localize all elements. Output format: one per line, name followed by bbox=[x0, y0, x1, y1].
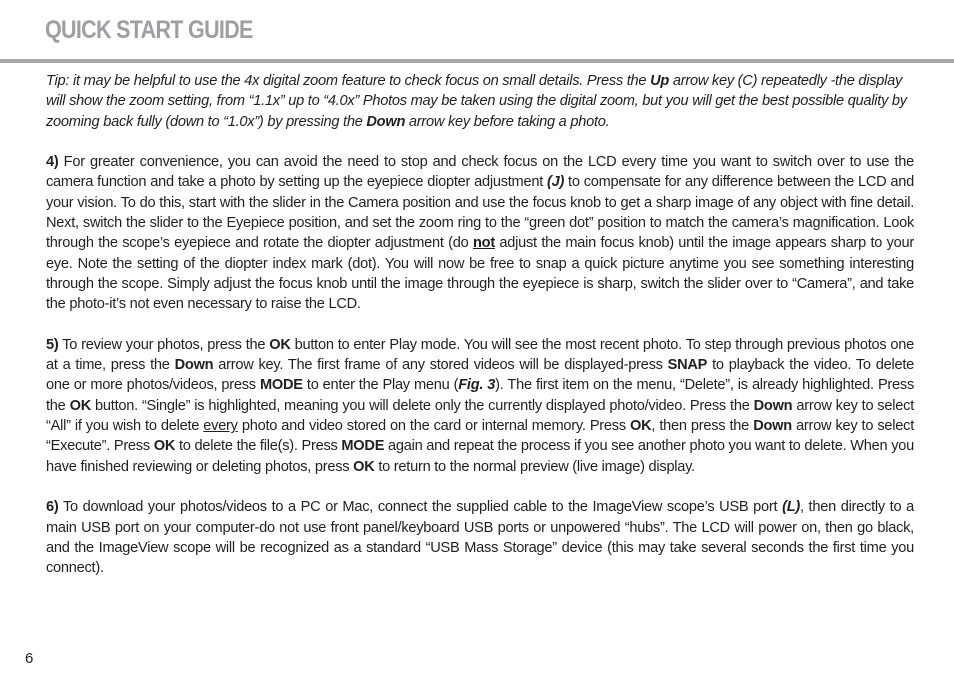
step-text: arrow key. The first frame of any stored videos will be displayed-press bbox=[213, 357, 668, 374]
ok-key-label: OK bbox=[630, 418, 652, 435]
header-divider bbox=[0, 59, 954, 63]
step-text: arrow key to select “Execute”. Press bbox=[46, 418, 915, 455]
tip-text: arrow key before taking a photo. bbox=[405, 113, 610, 130]
down-key-label: Down bbox=[753, 418, 792, 435]
tip-paragraph bbox=[46, 71, 914, 132]
step-text: arrow key to select “All” if you wish to delete bbox=[46, 397, 915, 435]
step-text: to compensate for any difference between the LCD and your vision. To do this, start with the slider in the Camera position and use the focus knob to get a sharp image of any object with fine detail. Next, switch the slider to the Eyepiece position, and set the zoom ring to the “green dot” position to match the camera’s magnification. Look through the scope’s eyepiece and rotate the diopter adjustment (do bbox=[46, 174, 914, 252]
ok-key-label: OK bbox=[153, 438, 176, 455]
step-text: , then directly to a main USB port on your computer-do not use front panel/keyboard USB ports or unpowered “hubs”. The LCD will power on, then go black, and the ImageView scope will be recognized as a standard “USB Mass Storage” device (this may take several seconds the first time you connect). bbox=[46, 499, 914, 577]
step-text: to delete the file(s). Press bbox=[175, 438, 342, 455]
step-text: button. “Single” is highlighted, meaning you will delete only the currently displayed photo/video. Press the bbox=[90, 397, 754, 414]
step-text: button to enter Play mode. You will see the most recent photo. To step through previous photos one at a time, press the bbox=[46, 336, 915, 374]
step-text: again and repeat the process if you see another photo you want to delete. When you have finished reviewing or deleting photos, press bbox=[46, 438, 914, 475]
step-6-paragraph bbox=[46, 497, 914, 578]
step-text: to return to the normal preview (live image) display. bbox=[374, 458, 695, 475]
step-text: , then press the bbox=[651, 418, 754, 435]
step-number: 4) bbox=[46, 154, 59, 171]
tip-text: Tip: it may be helpful to use the 4x digital zoom feature to check focus on small details. Press the bbox=[46, 73, 651, 89]
step-text: to enter the Play menu ( bbox=[302, 377, 459, 394]
part-reference: (J) bbox=[546, 174, 565, 191]
ok-key-label: OK bbox=[69, 397, 91, 414]
down-key-label: Down bbox=[366, 113, 406, 130]
snap-key-label: SNAP bbox=[667, 357, 708, 374]
step-number: 6) bbox=[46, 499, 59, 516]
page-title: QUICK START GUIDE bbox=[45, 16, 253, 44]
step-text: adjust the main focus knob) until the image appears sharp to your eye. Note the setting of the diopter index mark (dot). You will now be free to snap a quick picture anytime you see something interesting through the scope. Simply adjust the focus knob until the image through the eyepiece is sharp, switch the slider over to “Camera”, and take the photo-it’s not even necessary to raise the LCD. bbox=[46, 235, 914, 313]
ok-key-label: OK bbox=[269, 336, 291, 353]
part-reference: (L) bbox=[782, 499, 800, 516]
page-number: 6 bbox=[25, 650, 34, 667]
step-5-paragraph bbox=[46, 335, 914, 477]
step-text: ). The first item on the menu, “Delete”, is already highlighted. Press the bbox=[46, 377, 915, 414]
step-text: For greater convenience, you can avoid the need to stop and check focus on the LCD every time you want to switch over to use the camera function and take a photo by setting up the eyepiece diopter adjustment bbox=[46, 154, 914, 191]
mode-key-label: MODE bbox=[259, 377, 303, 394]
step-text: photo and video stored on the card or internal memory. Press bbox=[237, 418, 631, 435]
step-text: To download your photos/videos to a PC or Mac, connect the supplied cable to the ImageView scope’s USB port bbox=[58, 499, 783, 516]
document-body bbox=[46, 71, 914, 578]
step-number: 5) bbox=[46, 336, 59, 353]
up-key-label: Up bbox=[650, 73, 670, 89]
tip-text: arrow key (C) repeatedly -the display will show the zoom setting, from “1.1x” up to “4.0x” Photos may be taken using the digital zoom, but you will get the best possible quality by zooming back fully (down to “1.0x”) by pressing the bbox=[46, 73, 907, 130]
ok-key-label: OK bbox=[353, 458, 375, 475]
step-4-paragraph bbox=[46, 152, 914, 314]
down-key-label: Down bbox=[174, 357, 214, 374]
down-key-label: Down bbox=[753, 397, 793, 414]
figure-reference: Fig. 3 bbox=[458, 377, 496, 394]
step-text: to playback the video. To delete one or more photos/videos, press bbox=[46, 357, 914, 394]
step-text: To review your photos, press the bbox=[58, 336, 270, 353]
mode-key-label: MODE bbox=[341, 438, 385, 455]
emphasis-every: every bbox=[203, 418, 238, 435]
emphasis-not: not bbox=[472, 235, 495, 252]
